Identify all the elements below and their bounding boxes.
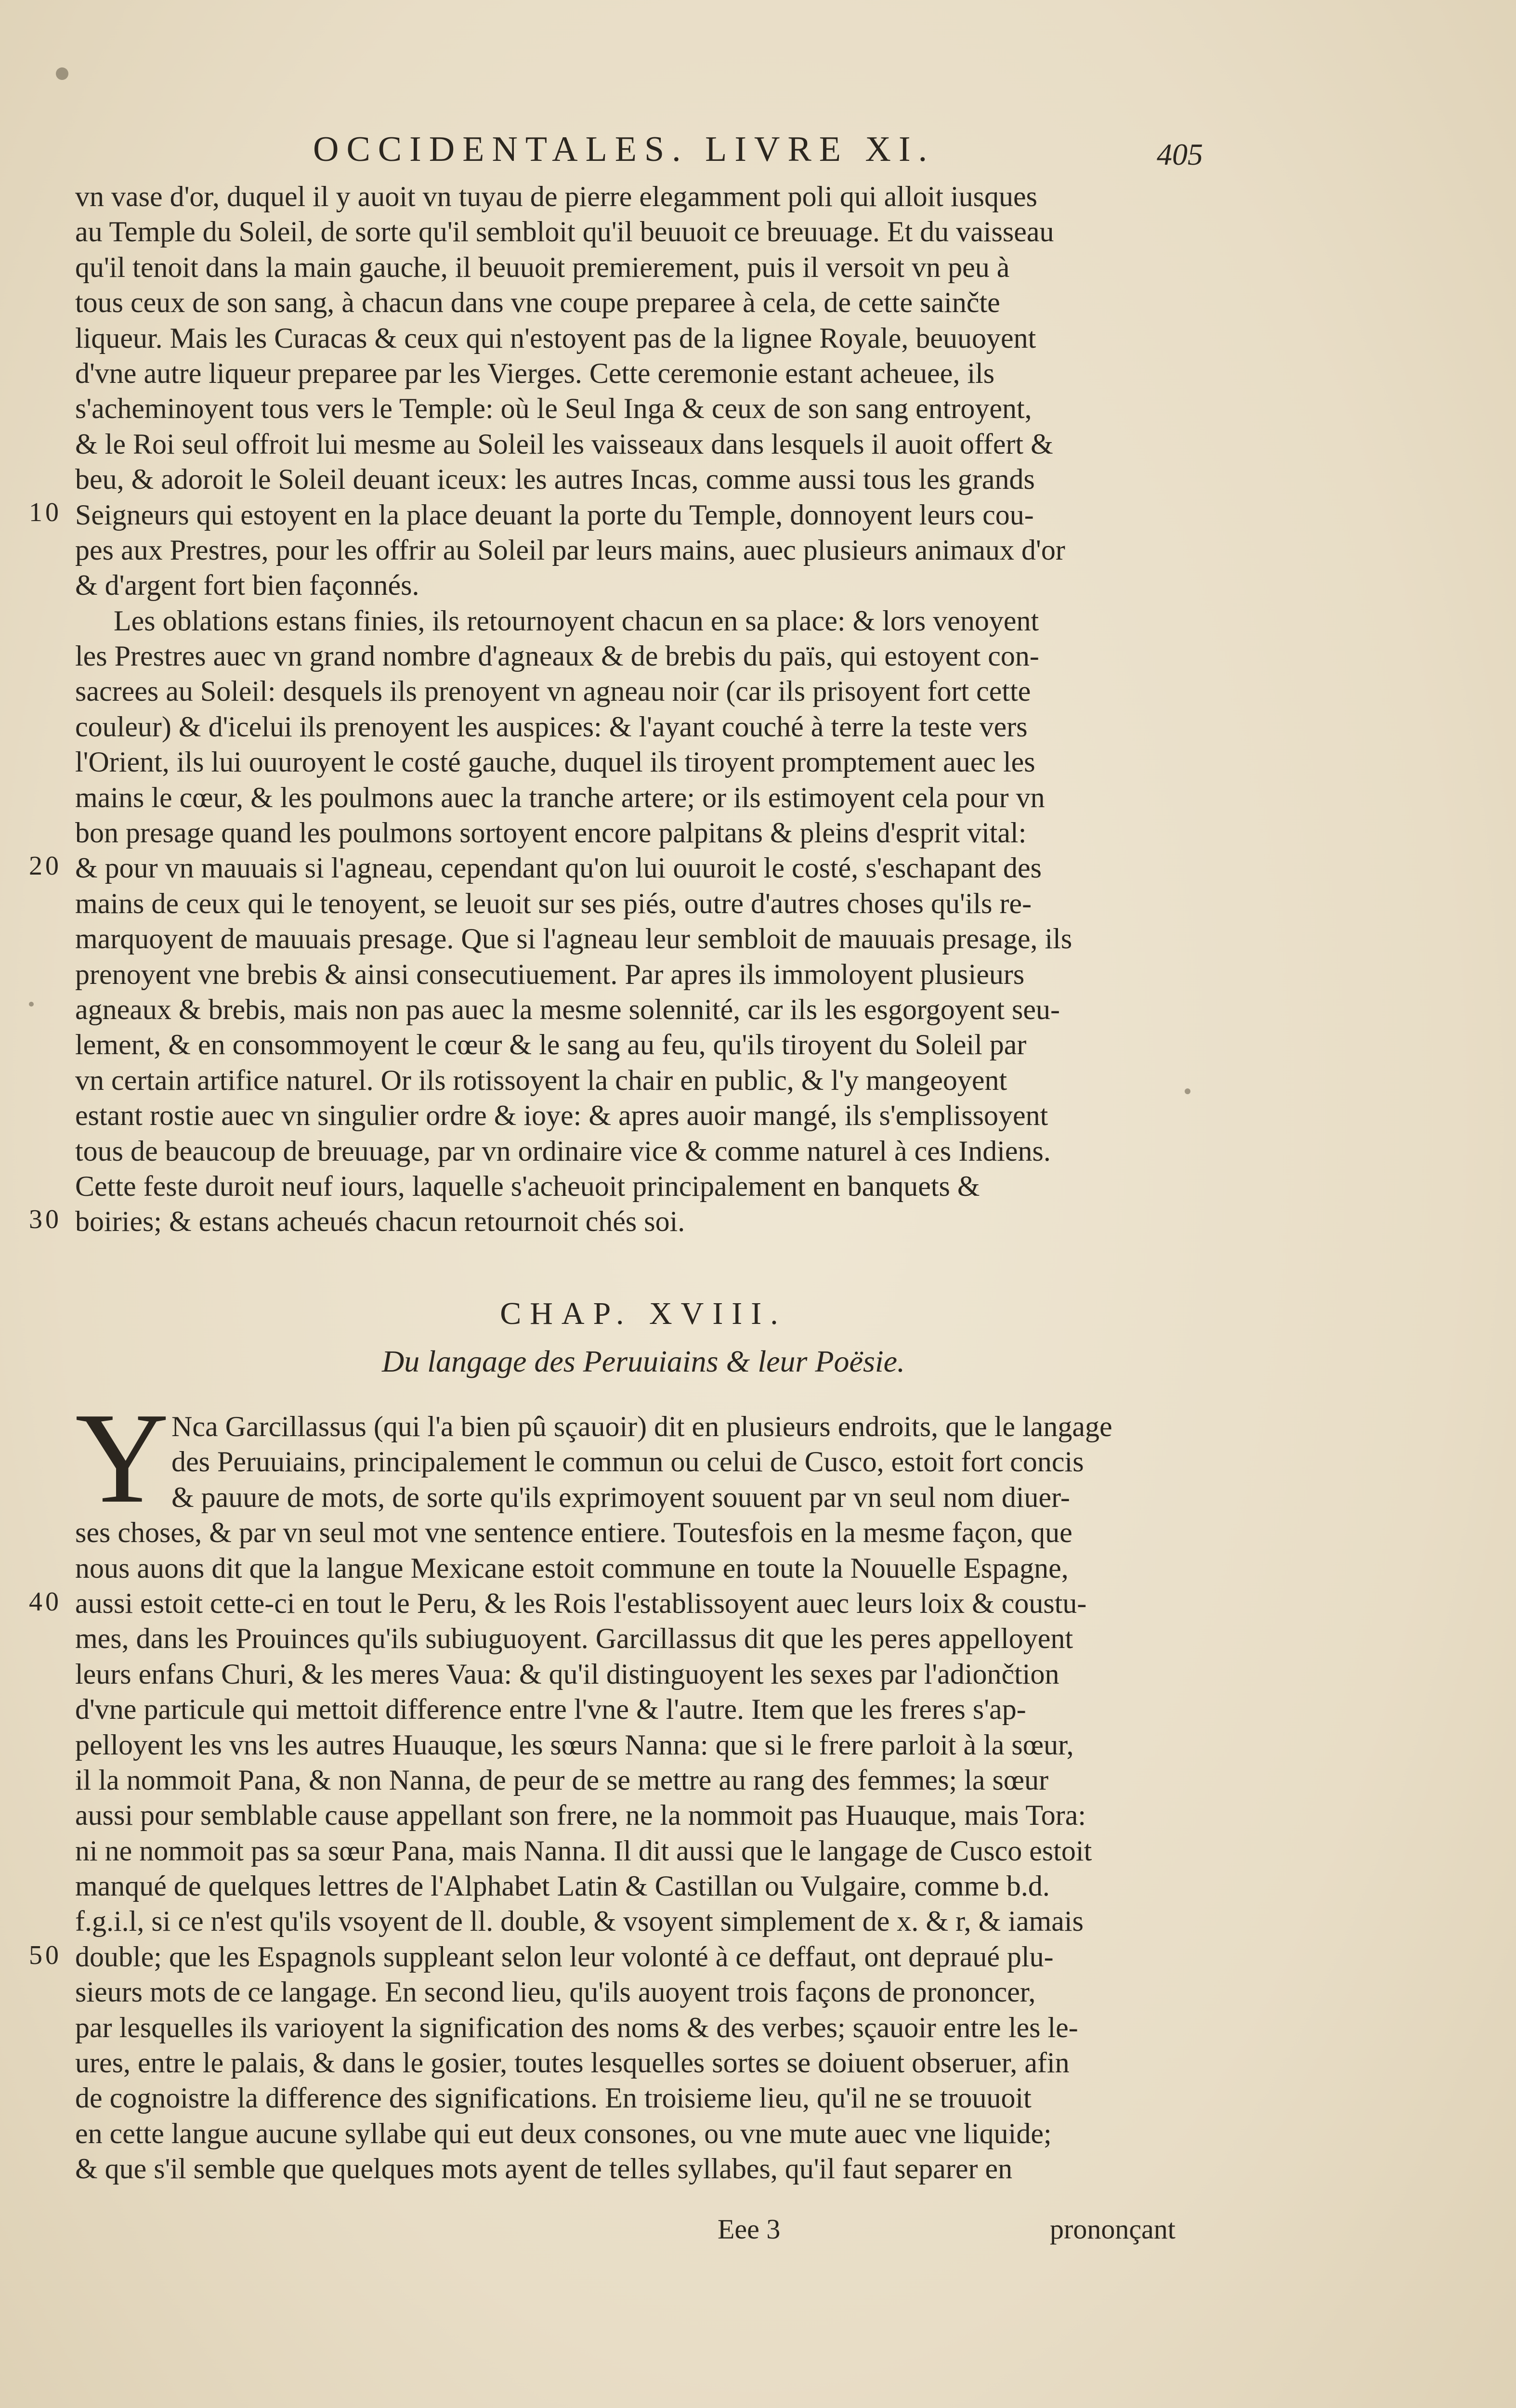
text-line: & pour vn mauuais si l'agneau, cependant qu'on lui ouuroit le costé, s'eschapant des [75, 852, 1042, 884]
text-line: prenoyent vne brebis & ainsi consecutiuement. Par apres ils immoloyent plusieurs [75, 958, 1025, 990]
catchword: prononçant [1050, 2213, 1176, 2245]
chapter-title: Du langage des Peruuiains & leur Poësie. [381, 1344, 905, 1378]
text-line: mains le cœur, & les poulmons auec la tranche artere; or ils estimoyent cela pour vn [75, 781, 1045, 813]
text-line: boiries; & estans acheués chacun retournoit chés soi. [75, 1205, 685, 1238]
text-line: vn certain artifice naturel. Or ils rotissoyent la chair en public, & l'y mangeoyent [75, 1064, 1007, 1096]
text-line: beu, & adoroit le Soleil deuant iceux: les autres Incas, comme aussi tous les grands [75, 463, 1035, 496]
text-line: mains de ceux qui le tenoyent, se leuoit sur ses piés, outre d'autres choses qu'ils re- [75, 887, 1032, 919]
line-number-40: 40 [29, 1587, 62, 1617]
drop-cap: Y [75, 1386, 169, 1530]
text-line: il la nommoit Pana, & non Nanna, de peur de se mettre au rang des femmes; la sœur [75, 1764, 1049, 1796]
text-line: Nca Garcillassus (qui l'a bien pû sçauoir) dit en plusieurs endroits, que le langage [171, 1411, 1112, 1442]
line-number-20: 20 [29, 851, 62, 881]
text-line: l'Orient, ils lui ouuroyent le costé gauche, duquel ils tiroyent promptement auec les [75, 746, 1035, 778]
text-line: aussi estoit cette-ci en tout le Peru, & les Rois l'establissoyent auec leurs loix & coustu- [75, 1587, 1087, 1619]
text-line: ses choses, & par vn seul mot vne sentence entiere. Toutesfois en la mesme façon, que [75, 1517, 1072, 1549]
text-line: & d'argent fort bien façonnés. [75, 569, 419, 602]
text-line: tous de beaucoup de breuuage, par vn ordinaire vice & comme naturel à ces Indiens. [75, 1135, 1051, 1167]
text-line: & le Roi seul offroit lui mesme au Soleil les vaisseaux dans lesquels il auoit offert & [75, 428, 1053, 460]
text-line: nous auons dit que la langue Mexicane estoit commune en toute la Nouuelle Espagne, [75, 1552, 1069, 1584]
text-line: tous ceux de son sang, à chacun dans vne coupe preparee à cela, de cette sainčte [75, 287, 1000, 319]
text-line: mes, dans les Prouinces qu'ils subiuguoyent. Garcillassus dit que les peres appelloyent [75, 1623, 1073, 1655]
text-line: pelloyent les vns les autres Huauque, les sœurs Nanna: que si le frere parloit à la sœur, [75, 1728, 1074, 1761]
text-line: & pauure de mots, de sorte qu'ils exprimoyent souuent par vn seul nom diuer- [171, 1481, 1070, 1513]
text-line: Cette feste duroit neuf iours, laquelle s'acheuoit principalement en banquets & [75, 1170, 980, 1202]
line-number-10: 10 [29, 497, 62, 527]
line-number-50: 50 [29, 1940, 62, 1970]
text-line: par lesquelles ils varioyent la signification des noms & des verbes; sçauoir entre les le- [75, 2011, 1078, 2043]
ink-speck [56, 67, 68, 80]
chapter-heading: CHAP. XVIII. [500, 1296, 787, 1331]
text-line: des Peruuiains, principalement le commun ou celui de Cusco, estoit fort concis [171, 1446, 1084, 1478]
running-title: OCCIDENTALES. LIVRE XI. [313, 130, 935, 169]
ink-speck [29, 1002, 34, 1007]
body-text-block-2 [75, 1409, 1212, 2187]
text-line: manqué de quelques lettres de l'Alphabet Latin & Castillan ou Vulgaire, comme b.d. [75, 1870, 1050, 1902]
text-line: leurs enfans Churi, & les meres Vaua: & qu'il distinguoyent les sexes par l'adiončtion [75, 1658, 1059, 1690]
body-text-block-1 [75, 179, 1212, 1240]
text-line: & que s'il semble que quelques mots ayent de telles syllabes, qu'il faut separer en [75, 2153, 1013, 2185]
text-line: sacrees au Soleil: desquels ils prenoyent vn agneau noir (car ils prisoyent fort cette [75, 675, 1031, 707]
text-line: lement, & en consommoyent le cœur & le sang au feu, qu'ils tiroyent du Soleil par [75, 1029, 1027, 1061]
text-line: qu'il tenoit dans la main gauche, il beuuoit premierement, puis il versoit vn peu à [75, 251, 1010, 283]
text-line: liqueur. Mais les Curacas & ceux qui n'estoyent pas de la lignee Royale, beuuoyent [75, 322, 1036, 354]
line-number-30: 30 [29, 1204, 62, 1234]
text-line: estant rostie auec vn singulier ordre & ioye: & apres auoir mangé, ils s'emplissoyent [75, 1099, 1048, 1132]
text-line: pes aux Prestres, pour les offrir au Soleil par leurs mains, auec plusieurs animaux d'or [75, 534, 1065, 566]
signature-mark: Eee 3 [718, 2213, 781, 2245]
text-line: les Prestres auec vn grand nombre d'agneaux & de brebis du païs, qui estoyent con- [75, 640, 1039, 672]
text-line: de cognoistre la difference des significations. En troisieme lieu, qu'il ne se trouuoit [75, 2082, 1032, 2114]
text-line: en cette langue aucune syllabe qui eut deux consones, ou vne mute auec vne liquide; [75, 2117, 1052, 2149]
page-number: 405 [1157, 137, 1203, 171]
text-line: Seigneurs qui estoyent en la place deuant la porte du Temple, donnoyent leurs cou- [75, 498, 1034, 531]
text-line: d'vne autre liqueur preparee par les Vierges. Cette ceremonie estant acheuee, ils [75, 357, 995, 389]
text-line: au Temple du Soleil, de sorte qu'il sembloit qu'il beuuoit ce breuuage. Et du vaisseau [75, 216, 1054, 248]
text-line: f.g.i.l, si ce n'est qu'ils vsoyent de ll. double, & vsoyent simplement de x. & r, & iamais [75, 1905, 1084, 1937]
text-line: double; que les Espagnols suppleant selon leur volonté à ce deffaut, ont depraué plu- [75, 1940, 1054, 1973]
text-line: bon presage quand les poulmons sortoyent encore palpitans & pleins d'esprit vital: [75, 817, 1027, 849]
text-line: vn vase d'or, duquel il y auoit vn tuyau de pierre elegamment poli qui alloit iusques [75, 181, 1037, 212]
text-line: Les oblations estans finies, ils retournoyent chacun en sa place: & lors venoyent [114, 604, 1039, 637]
text-line: d'vne particule qui mettoit difference entre l'vne & l'autre. Item que les freres s'ap- [75, 1693, 1026, 1726]
text-line: agneaux & brebis, mais non pas auec la mesme solennité, car ils les esgorgoyent seu- [75, 993, 1060, 1025]
text-line: ures, entre le palais, & dans le gosier, toutes lesquelles sortes se doiuent obseruer, afin [75, 2047, 1070, 2079]
text-line: s'acheminoyent tous vers le Temple: où le Seul Inga & ceux de son sang entroyent, [75, 393, 1032, 425]
text-line: couleur) & d'icelui ils prenoyent les auspices: & l'ayant couché à terre la teste vers [75, 710, 1028, 743]
text-line: ni ne nommoit pas sa sœur Pana, mais Nanna. Il dit aussi que le langage de Cusco estoit [75, 1834, 1092, 1867]
text-line: marquoyent de mauuais presage. Que si l'agneau leur sembloit de mauuais presage, ils [75, 923, 1072, 955]
text-line: aussi pour semblable cause appellant son frere, ne la nommoit pas Huauque, mais Tora: [75, 1799, 1086, 1832]
text-line: sieurs mots de ce langage. En second lieu, qu'ils auoyent trois façons de prononcer, [75, 1976, 1036, 2008]
